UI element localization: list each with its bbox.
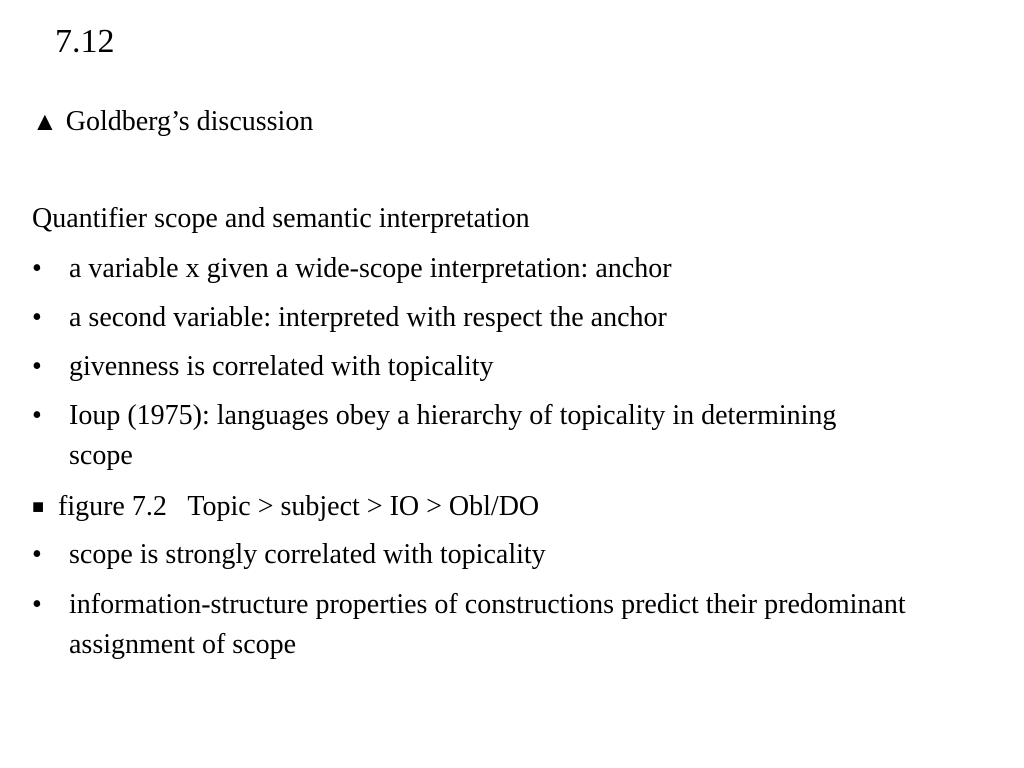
bullet-item: [32, 396, 842, 476]
bullet-icon: •: [32, 351, 42, 382]
bullet-text: scope is strongly correlated with topicality: [69, 539, 546, 570]
bullet-item: [32, 585, 922, 665]
bullet-icon: •: [32, 253, 42, 284]
bullet-icon: •: [32, 539, 42, 570]
subheading: Quantifier scope and semantic interpretation: [32, 203, 530, 234]
figure-reference-text: figure 7.2 Topic > subject > IO > Obl/DO: [58, 491, 540, 522]
bullet-item: [32, 535, 932, 575]
section-heading-text: Goldberg’s discussion: [65, 106, 314, 137]
bullet-text: information-structure properties of constructions predict their predominant assignment of scope: [69, 589, 906, 660]
bullet-item: [32, 249, 932, 289]
triangle-bullet-icon: ▲: [32, 107, 58, 136]
bullet-item: [32, 347, 932, 387]
figure-reference-item: [32, 487, 932, 527]
section-heading: [32, 104, 313, 140]
bullet-text: a second variable: interpreted with respect the anchor: [69, 302, 667, 333]
bullet-icon: •: [32, 302, 42, 333]
bullet-text: givenness is correlated with topicality: [69, 351, 494, 382]
bullet-text: a variable x given a wide-scope interpretation: anchor: [69, 253, 672, 284]
bullet-item: [32, 298, 932, 338]
bullet-icon: •: [32, 589, 42, 620]
slide-number: 7.12: [55, 23, 115, 60]
square-bullet-icon: ■: [32, 496, 45, 518]
bullet-text: Ioup (1975): languages obey a hierarchy of topicality in determining scope: [69, 400, 837, 471]
bullet-icon: •: [32, 400, 42, 431]
